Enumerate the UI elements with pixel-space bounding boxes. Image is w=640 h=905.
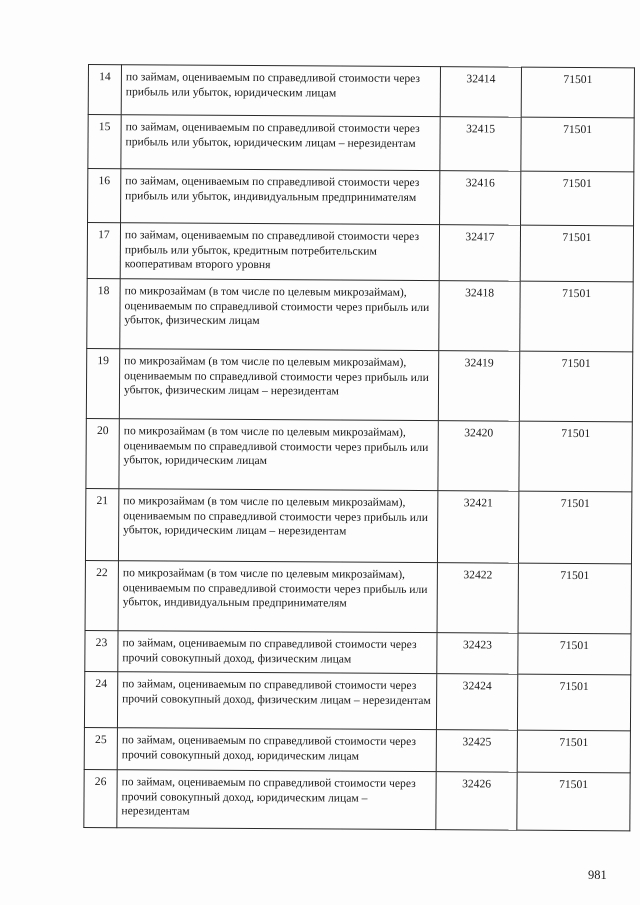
row-number: 26: [84, 769, 117, 827]
page-number: 981: [588, 868, 607, 882]
account-code: 32417: [439, 225, 520, 281]
table-row: [86, 418, 632, 491]
account-code: 32415: [440, 117, 521, 171]
table-row: [88, 169, 634, 226]
counter-account-code: 71501: [521, 117, 634, 172]
row-description: по микрозаймам (в том числе по целевым микрозаймам), оцениваемым по справедливой стоимости через прибыль или убыток, индивидуальным предпринимателям: [118, 561, 437, 633]
account-code: 32423: [437, 633, 518, 674]
account-code: 32424: [436, 674, 517, 730]
table-row: [88, 65, 634, 118]
table-row: [88, 115, 634, 172]
row-description: по микрозаймам (в том числе по целевым микрозаймам), оцениваемым по справедливой стоимости через прибыль или убыток, физическим лицам – нерезидентам: [119, 349, 438, 421]
row-number: 16: [88, 169, 121, 223]
row-description: по займам, оцениваемым по справедливой стоимости через прочий совокупный доход, юридическим лицам: [117, 728, 436, 772]
counter-account-code: 71501: [520, 281, 633, 352]
counter-account-code: 71501: [517, 674, 630, 731]
row-number: 18: [87, 278, 120, 348]
row-description: по микрозаймам (в том числе по целевым микрозаймам), оцениваемым по справедливой стоимости через прибыль или убыток, юридическим лицам – нерезидентам: [118, 489, 437, 563]
account-code: 32419: [438, 351, 519, 421]
row-description: по микрозаймам (в том числе по целевым микрозаймам), оцениваемым по справедливой стоимости через прибыль или убыток, физическим лицам: [120, 279, 439, 351]
account-code: 32420: [438, 421, 519, 491]
row-description: по займам, оцениваемым по справедливой стоимости через прибыль или убыток, индивидуальным предпринимателям: [121, 169, 440, 225]
account-code: 32425: [436, 730, 517, 772]
row-description: по займам, оцениваемым по справедливой стоимости через прибыль или убыток, кредитным потребительским кооперативам второго уровня: [120, 223, 439, 281]
row-number: 15: [88, 115, 121, 169]
account-code: 32416: [440, 171, 521, 225]
row-description: по займам, оцениваемым по справедливой стоимости через прибыль или убыток, юридическим лицам – нерезидентам: [121, 115, 440, 171]
row-number: 22: [85, 560, 118, 630]
accounts-table: [83, 64, 635, 831]
account-code: 32418: [439, 281, 520, 351]
counter-account-code: 71501: [521, 171, 634, 226]
row-description: по микрозаймам (в том числе по целевым микрозаймам), оцениваемым по справедливой стоимости через прибыль или убыток, юридическим лицам: [119, 419, 438, 491]
counter-account-code: 71501: [519, 421, 632, 492]
counter-account-code: 71501: [517, 772, 630, 831]
row-description: по займам, оцениваемым по справедливой стоимости через прочий совокупный доход, физическим лицам – нерезидентам: [117, 672, 436, 730]
account-code: 32422: [437, 563, 518, 633]
row-number: 24: [84, 671, 117, 727]
table-row: [85, 488, 631, 563]
row-description: по займам, оцениваемым по справедливой стоимости через прибыль или убыток, юридическим лицам: [121, 65, 440, 117]
counter-account-code: 71501: [519, 351, 632, 422]
table-row: [86, 348, 632, 421]
table-row: [85, 630, 631, 674]
account-code: 32414: [440, 67, 521, 117]
account-code: 32426: [436, 772, 517, 830]
row-number: 14: [88, 65, 121, 115]
counter-account-code: 71501: [520, 225, 633, 282]
table-row: [87, 223, 633, 282]
table-row: [84, 671, 630, 730]
row-number: 19: [86, 348, 119, 418]
table-row: [87, 278, 633, 351]
counter-account-code: 71501: [518, 563, 631, 634]
table-row: [84, 727, 630, 772]
counter-account-code: 71501: [518, 491, 631, 564]
counter-account-code: 71501: [521, 67, 634, 118]
table-row: [84, 769, 630, 830]
row-number: 23: [85, 630, 118, 671]
table-row: [85, 560, 631, 633]
row-number: 25: [84, 727, 117, 769]
counter-account-code: 71501: [518, 633, 631, 675]
counter-account-code: 71501: [517, 730, 630, 773]
account-code: 32421: [437, 491, 518, 563]
row-description: по займам, оцениваемым по справедливой стоимости через прочий совокупный доход, физическим лицам: [118, 631, 437, 674]
row-number: 20: [86, 418, 119, 488]
row-number: 17: [87, 223, 120, 279]
row-number: 21: [85, 488, 118, 560]
row-description: по займам, оцениваемым по справедливой стоимости через прочий совокупный доход, юридическим лицам – нерезидентам: [117, 770, 436, 830]
